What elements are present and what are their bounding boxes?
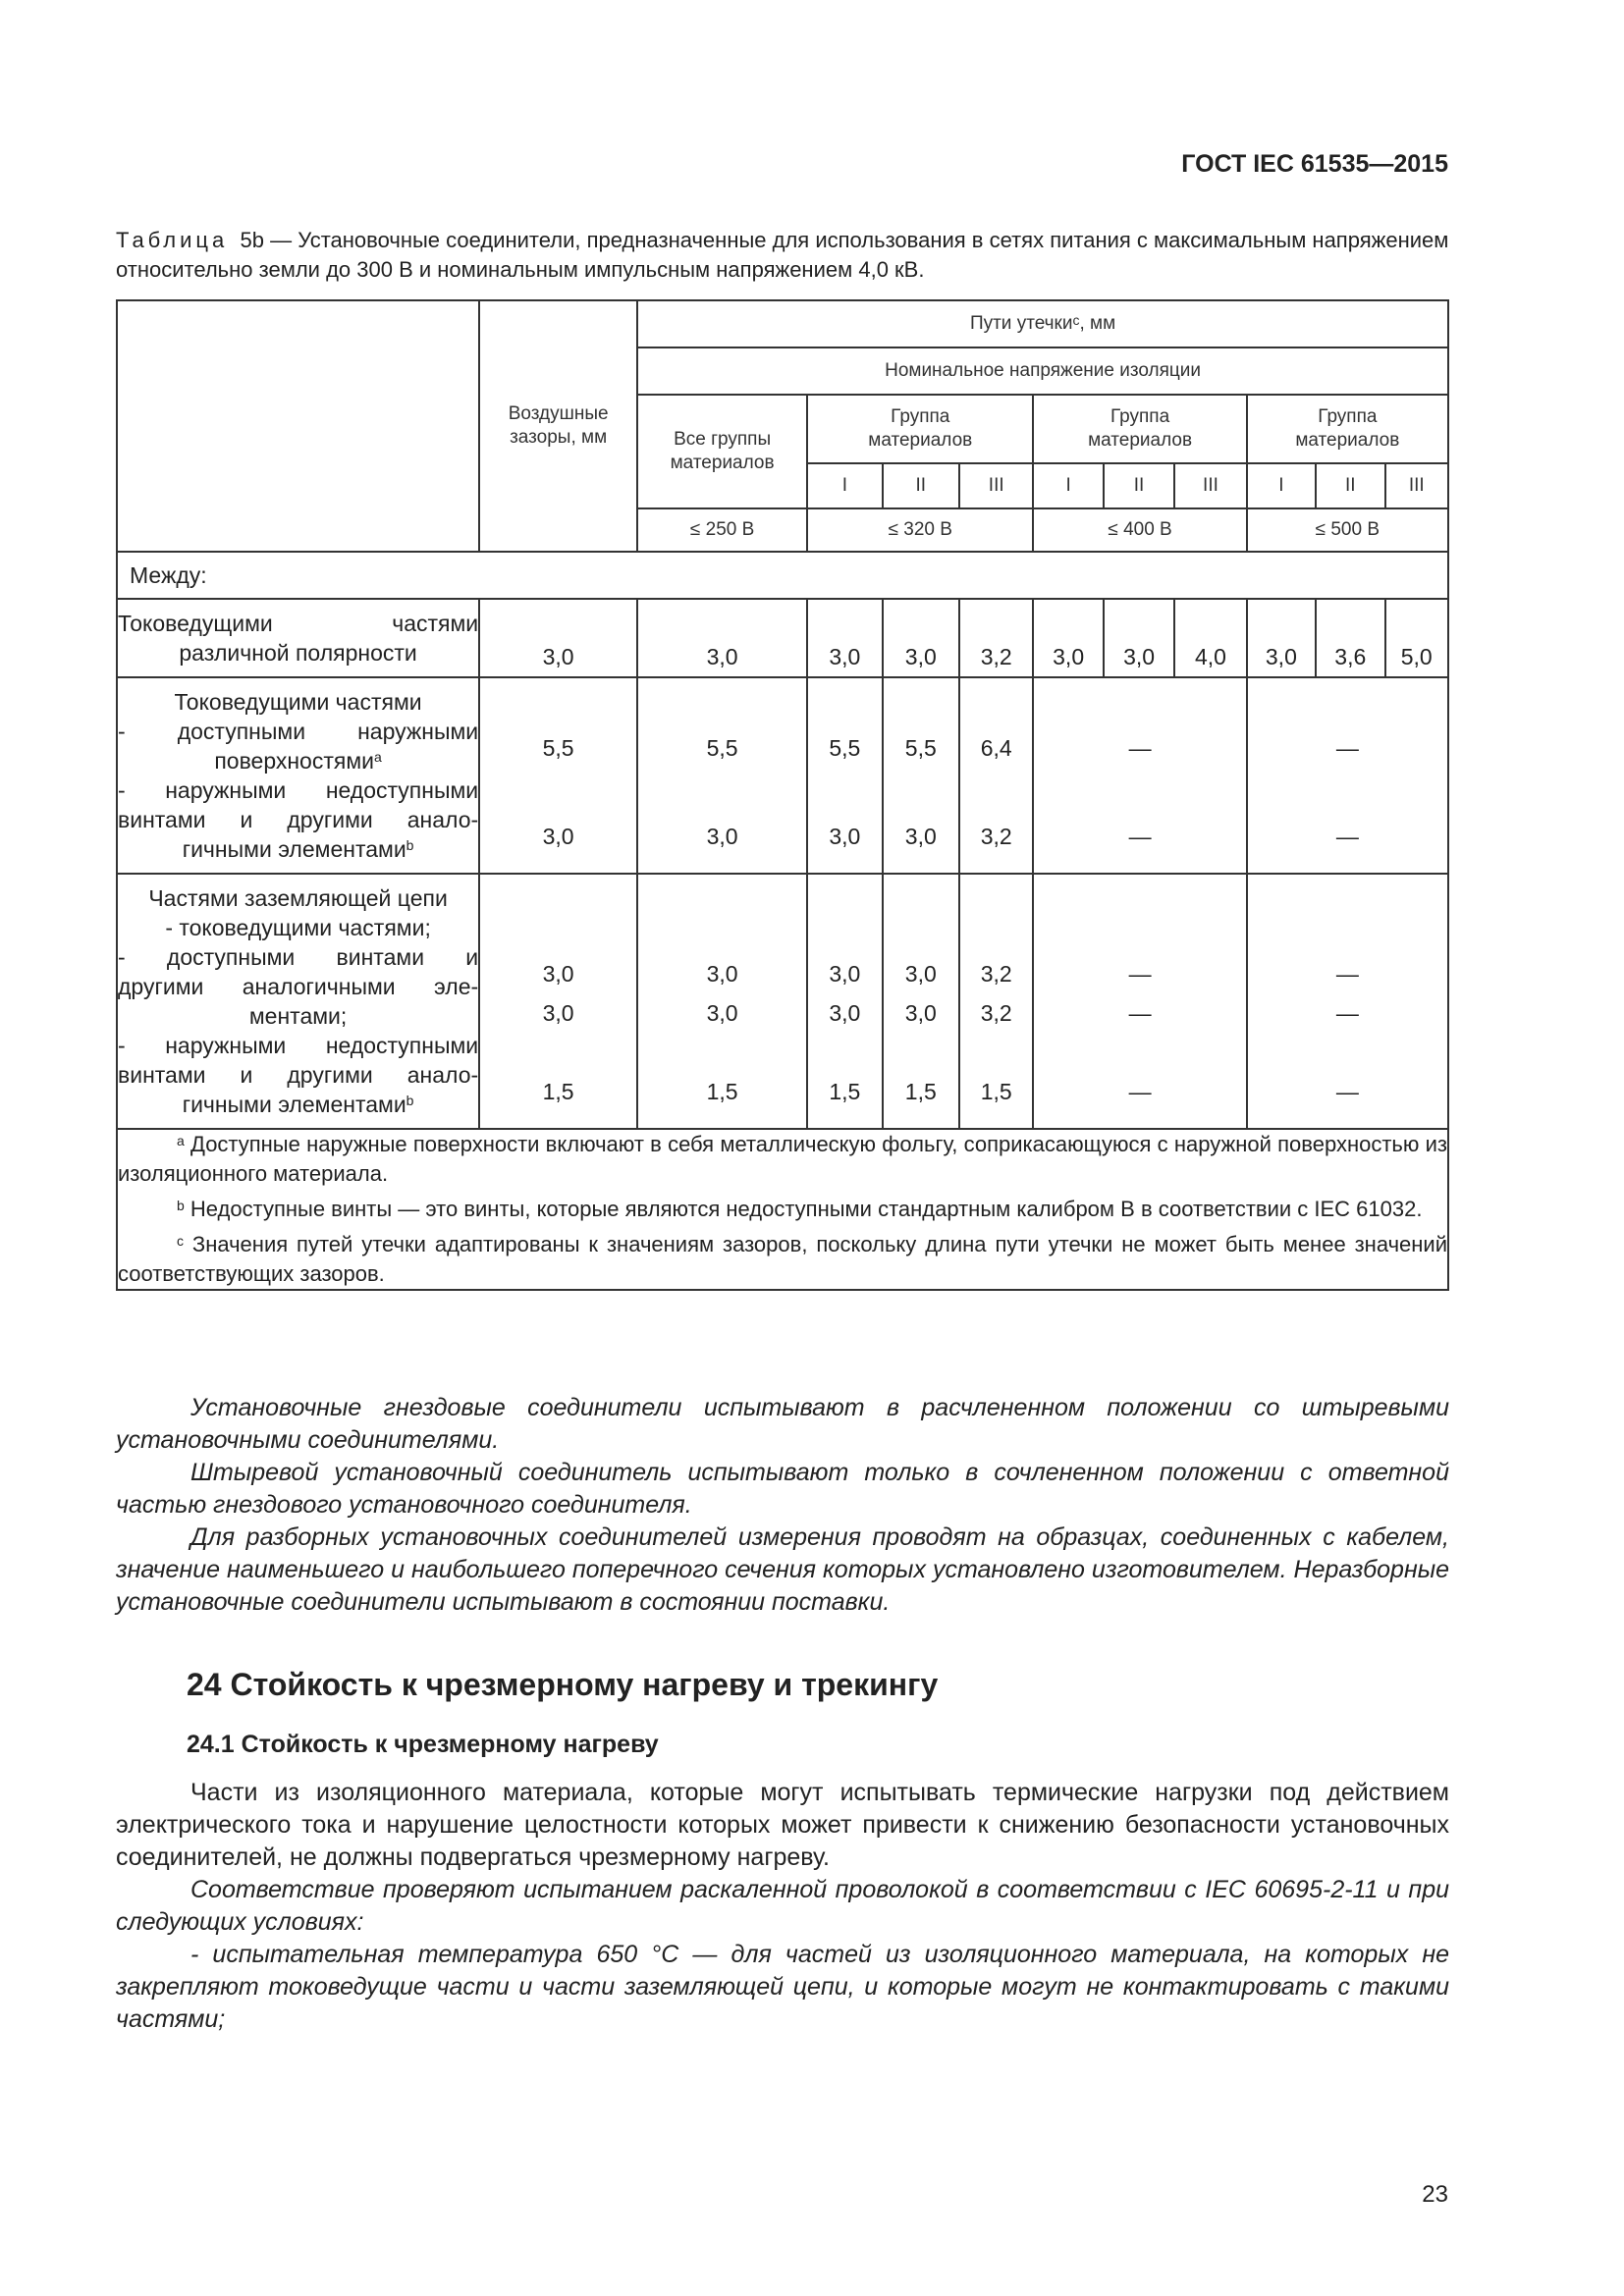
footnote-c-text: Значения путей утечки адаптированы к значениям зазоров, поскольку длина пути утечки не может быть менее значений соответствующих зазоров.	[118, 1232, 1447, 1286]
footnote-c-marker: c	[177, 1233, 184, 1249]
table-cell: 1,5	[829, 1079, 861, 1104]
row2-label-line3-text: поверхностями	[214, 748, 375, 774]
table-cell: —	[1128, 1000, 1152, 1026]
row3-label-line6: - наружными недоступными	[118, 1033, 479, 1058]
table-cell: —	[1128, 961, 1152, 987]
table-cell: 1,5	[980, 1079, 1012, 1104]
row2-clearance-cell	[479, 677, 637, 874]
table-cell: 3,0	[1033, 599, 1103, 677]
row3-320-I-cell	[807, 874, 882, 1129]
table-cell: 3,0	[706, 824, 738, 849]
header-group-500: Группа материалов	[1247, 395, 1448, 463]
table-caption-label: Таблица	[116, 228, 229, 252]
table-cell: 3,0	[883, 599, 959, 677]
row2-label-line3	[118, 746, 478, 775]
footnote-a-text: Доступные наружные поверхности включают в себя металлическую фольгу, соприкасающуюся с наружной поверхностью из изоляционного материала.	[118, 1132, 1447, 1186]
header-500-II: II	[1316, 463, 1384, 508]
header-500-I: I	[1247, 463, 1316, 508]
row2-label-line6-text: гичными элементами	[182, 836, 406, 862]
table-cell: 3,0	[829, 824, 861, 849]
row3-all-cell	[637, 874, 807, 1129]
table-cell: 3,0	[542, 1000, 574, 1026]
table-cell: 6,4	[980, 735, 1012, 761]
section-heading: 24 Стойкость к чрезмерному нагреву и трекингу	[187, 1667, 939, 1702]
table-cell: 4,0	[1174, 599, 1246, 677]
header-creepage-unit: , мм	[1079, 313, 1116, 334]
row1-label-line1: Токоведущими частями	[118, 611, 479, 636]
row-live-parts-label	[117, 599, 479, 677]
table-cell: 3,0	[542, 824, 574, 849]
row3-clearance-cell	[479, 874, 637, 1129]
table-cell: 1,5	[542, 1079, 574, 1104]
table-cell: 3,0	[904, 824, 937, 849]
row3-label-line3: - доступными винтами и	[118, 944, 479, 970]
table-cell: 5,5	[829, 735, 861, 761]
table-cell: —	[1128, 735, 1152, 761]
table-cell: 3,0	[1104, 599, 1174, 677]
row2-320-III-cell	[959, 677, 1033, 874]
table-cell: —	[1335, 824, 1359, 849]
post-table-paragraphs	[116, 1392, 1449, 1619]
footnote-a-marker: a	[177, 1133, 185, 1148]
table-cell: 3,0	[829, 1000, 861, 1026]
footnote-b-text: Недоступные винты — это винты, которые являются недоступными стандартным калибром В в соответствии с IEC 61032.	[184, 1197, 1423, 1221]
table-cell: 3,6	[1316, 599, 1384, 677]
table-caption-text: — Установочные соединители, предназначенные для использования в сетях питания с максимальным напряжением относительно земли до 300 В и номинальным импульсным напряжением 4,0 кВ.	[116, 228, 1449, 282]
header-rated-voltage: Номинальное напряжение изоляции	[637, 347, 1448, 395]
table-cell: 3,0	[542, 961, 574, 987]
footnote-b	[118, 1195, 1447, 1224]
row3-320-III-cell	[959, 874, 1033, 1129]
table-caption-number: 5b	[240, 228, 264, 252]
paragraph: Соответствие проверяют испытанием раскаленной проволокой в соответствии с IEC 60695-2-11 и при следующих условиях:	[116, 1876, 1449, 1936]
row2-all-cell	[637, 677, 807, 874]
header-voltage-250: ≤ 250 В	[637, 508, 807, 552]
between-label: Между:	[117, 552, 1448, 599]
row-earthing-label	[117, 874, 479, 1129]
table-cell: 3,0	[706, 1000, 738, 1026]
footnote-c	[118, 1230, 1447, 1289]
header-400-III: III	[1174, 463, 1246, 508]
row3-500-cell	[1247, 874, 1448, 1129]
row3-400-cell	[1033, 874, 1246, 1129]
table-cell: 3,0	[637, 599, 807, 677]
row3-320-II-cell	[883, 874, 959, 1129]
row2-320-II-cell	[883, 677, 959, 874]
table-cell: 3,2	[980, 961, 1012, 987]
header-voltage-320: ≤ 320 В	[807, 508, 1033, 552]
header-group-320: Группа материалов	[807, 395, 1033, 463]
table-cell: 3,0	[904, 1000, 937, 1026]
row-live-to-surfaces-label	[117, 677, 479, 874]
row2-label-line2: - доступными наружными	[118, 719, 479, 744]
table-footnotes	[117, 1129, 1448, 1290]
table-corner-cell	[117, 300, 479, 552]
row3-label-line7: винтами и другими анало-	[118, 1062, 479, 1088]
table-cell: —	[1128, 824, 1152, 849]
table-cell: 3,0	[479, 599, 637, 677]
header-creepage-sup: c	[1072, 312, 1080, 328]
row2-label-line6	[118, 834, 478, 864]
table-cell: 5,5	[542, 735, 574, 761]
header-all-groups: Все группы материалов	[637, 395, 807, 508]
header-400-I: I	[1033, 463, 1103, 508]
table-cell: 3,2	[959, 599, 1033, 677]
paragraph: Установочные гнездовые соединители испытывают в расчлененном положении со штыревыми установочными соединителями.	[116, 1394, 1449, 1454]
table-cell: 1,5	[904, 1079, 937, 1104]
table-caption	[116, 226, 1449, 285]
subsection-heading: 24.1 Стойкость к чрезмерному нагреву	[187, 1731, 659, 1758]
header-creepage	[637, 300, 1448, 347]
paragraph: Для разборных установочных соединителей измерения проводят на образцах, соединенных с кабелем, значение наименьшего и наибольшего поперечного сечения которых установлено изготовителем. Неразборные установочные соединители испытывают в состоянии поставки.	[116, 1523, 1449, 1616]
header-voltage-500: ≤ 500 В	[1247, 508, 1448, 552]
footnote-b-marker: b	[177, 1198, 185, 1213]
row3-label-line8-sup: b	[406, 1093, 414, 1108]
row3-label-line8	[118, 1090, 478, 1119]
table-cell: 3,2	[980, 824, 1012, 849]
table-cell: 3,2	[980, 1000, 1012, 1026]
row2-500-cell	[1247, 677, 1448, 874]
table-cell: —	[1128, 1079, 1152, 1104]
table-cell: 3,0	[904, 961, 937, 987]
table-cell: —	[1335, 1000, 1359, 1026]
paragraph: Штыревой установочный соединитель испытывают только в сочлененном положении с ответной частью гнездового установочного соединителя.	[116, 1459, 1449, 1519]
row3-label-line8-text: гичными элементами	[182, 1092, 406, 1117]
row3-label-line4: другими аналогичными эле-	[118, 974, 479, 999]
table-cell: 3,0	[706, 961, 738, 987]
row3-label-line5: ментами;	[248, 1003, 348, 1029]
row2-label-line6-sup: b	[406, 837, 414, 853]
header-creepage-label: Пути утечки	[969, 313, 1073, 334]
table-cell: 3,0	[1247, 599, 1316, 677]
section-24-1-body	[116, 1777, 1449, 2036]
paragraph: - испытательная температура 650 °С — для частей из изоляционного материала, на которых не закрепляют токоведущие части и части заземляющей цепи, и которые могут не контактировать с такими частями;	[116, 1941, 1449, 2033]
header-400-II: II	[1104, 463, 1174, 508]
row3-label-line1: Частями заземляющей цепи	[148, 885, 448, 911]
row3-label-line2: - токоведущими частями;	[165, 915, 431, 940]
clearance-creepage-table	[116, 299, 1449, 1291]
row2-label-line3-sup: a	[374, 749, 382, 765]
table-cell: —	[1335, 1079, 1359, 1104]
document-designation: ГОСТ IEC 61535—2015	[1181, 150, 1448, 178]
row2-label-line4: - наружными недоступными	[118, 777, 479, 803]
header-320-II: II	[883, 463, 959, 508]
paragraph: Части из изоляционного материала, которые могут испытывать термические нагрузки под действием электрического тока и нарушение целостности которых может привести к снижению безопасности установочных соединителей, не должны подвергаться чрезмерному нагреву.	[116, 1779, 1449, 1871]
row2-label-line1: Токоведущими частями	[174, 689, 422, 715]
table-cell: 3,0	[829, 961, 861, 987]
footnote-a	[118, 1130, 1447, 1189]
row2-400-cell	[1033, 677, 1246, 874]
header-group-400: Группа материалов	[1033, 395, 1246, 463]
header-voltage-400: ≤ 400 В	[1033, 508, 1246, 552]
table-cell: 3,0	[807, 599, 882, 677]
page-number: 23	[1422, 2181, 1448, 2208]
row1-label-line2: различной полярности	[179, 640, 417, 666]
table-cell: —	[1335, 961, 1359, 987]
table-cell: 5,5	[706, 735, 738, 761]
row2-320-I-cell	[807, 677, 882, 874]
header-320-III: III	[959, 463, 1033, 508]
table-cell: 1,5	[706, 1079, 738, 1104]
table-cell: 5,0	[1385, 599, 1449, 677]
header-320-I: I	[807, 463, 882, 508]
table-cell: —	[1335, 735, 1359, 761]
header-clearance: Воздушные зазоры, мм	[479, 300, 637, 552]
header-500-III: III	[1385, 463, 1449, 508]
table-cell: 5,5	[904, 735, 937, 761]
row2-label-line5: винтами и другими анало-	[118, 807, 479, 832]
